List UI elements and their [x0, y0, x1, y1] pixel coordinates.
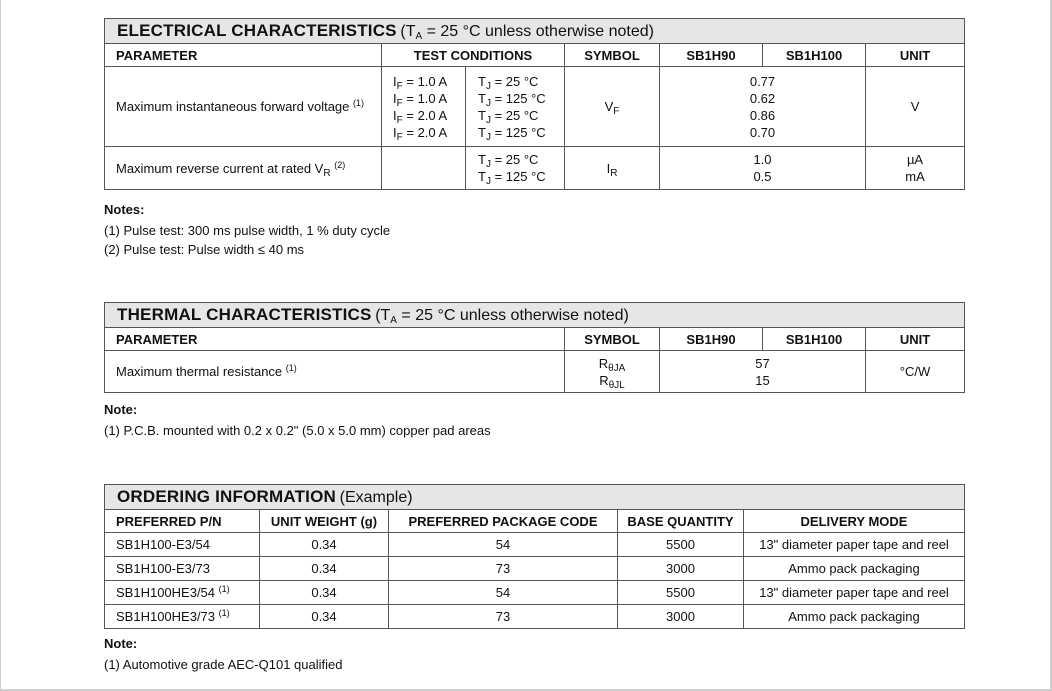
col-sb1h90: SB1H90: [660, 328, 763, 351]
if-empty: [382, 147, 466, 189]
ordering-title-bar: [105, 485, 965, 510]
table-row: [105, 351, 965, 393]
cell-weight: 0.34: [260, 557, 389, 581]
cell-weight: 0.34: [260, 533, 389, 557]
unit-cw: °C/W: [866, 351, 965, 393]
col-symbol: SYMBOL: [565, 44, 660, 67]
note-item: (1) Pulse test: 300 ms pulse width, 1 % duty cycle: [104, 223, 391, 238]
col-preferred-pn: PREFERRED P/N: [105, 510, 260, 533]
note-item: (1) P.C.B. mounted with 0.2 x 0.2" (5.0 x 5.0 mm) copper pad areas: [104, 423, 491, 438]
cell-code: 54: [389, 581, 618, 605]
col-unit: UNIT: [866, 328, 965, 351]
unit-v: V: [866, 67, 965, 147]
cell-pn: SB1H100HE3/73 $^{(1)}$: [105, 605, 260, 629]
test-conditions-cell: [382, 147, 565, 190]
table-row: [105, 557, 965, 581]
cell-code: 54: [389, 533, 618, 557]
cell-mode: 13" diameter paper tape and reel: [744, 581, 965, 605]
notes-title: Note:: [104, 402, 138, 417]
cell-qty: 3000: [618, 605, 744, 629]
col-unit: UNIT: [866, 44, 965, 67]
col-symbol: SYMBOL: [565, 328, 660, 351]
cell-weight: 0.34: [260, 581, 389, 605]
cell-code: 73: [389, 557, 618, 581]
col-parameter: PARAMETER: [105, 328, 565, 351]
electrical-title: ELECTRICAL CHARACTERISTICS: [117, 21, 397, 40]
ordering-information-table: [104, 484, 965, 629]
note-item: (1) Automotive grade AEC-Q101 qualified: [104, 657, 343, 672]
thermal-title: THERMAL CHARACTERISTICS: [117, 305, 372, 324]
table-row: [105, 581, 965, 605]
col-parameter: PARAMETER: [105, 44, 382, 67]
col-sb1h100: SB1H100: [763, 44, 866, 67]
electrical-characteristics-table: [104, 18, 965, 190]
table-row: [105, 533, 965, 557]
tj-conditions: $T_J = 25$ °C $T_J = 125$ °C: [478, 152, 546, 187]
test-conditions-cell: [382, 67, 565, 147]
table-row: [105, 67, 965, 147]
unit-ir: µA mA: [866, 147, 965, 190]
cell-qty: 3000: [618, 557, 744, 581]
thermal-symbols: $R_{\theta JA}$ $R_{\theta JL}$: [565, 351, 660, 393]
col-sb1h90: SB1H90: [660, 44, 763, 67]
thermal-title-bar: [105, 303, 965, 328]
col-delivery-mode: DELIVERY MODE: [744, 510, 965, 533]
page-border-left: [0, 0, 1, 691]
thermal-characteristics-table: [104, 302, 965, 393]
param-reverse-current: Maximum reverse current at rated $V_R$ $^{(2)}$: [105, 147, 382, 190]
symbol-vf: $V_F$: [565, 67, 660, 147]
cell-pn: SB1H100HE3/54 $^{(1)}$: [105, 581, 260, 605]
ordering-title: ORDERING INFORMATION: [117, 487, 337, 506]
col-base-quantity: BASE QUANTITY: [618, 510, 744, 533]
cell-pn: SB1H100-E3/54: [105, 533, 260, 557]
notes-title: Notes:: [104, 202, 145, 217]
table-row: [105, 147, 965, 190]
cell-qty: 5500: [618, 581, 744, 605]
ir-values: 1.0 0.5: [660, 147, 866, 190]
symbol-ir: $I_R$: [565, 147, 660, 190]
table-row: [105, 605, 965, 629]
param-thermal-resistance: Maximum thermal resistance $^{(1)}$: [105, 351, 565, 393]
cell-mode: Ammo pack packaging: [744, 605, 965, 629]
param-forward-voltage: Maximum instantaneous forward voltage $^{(1)}$: [105, 67, 382, 147]
cell-qty: 5500: [618, 533, 744, 557]
thermal-values: 57 15: [660, 351, 866, 393]
col-sb1h100: SB1H100: [763, 328, 866, 351]
thermal-condition: ($T_A = 25$ °C unless otherwise noted): [375, 307, 629, 326]
col-unit-weight: UNIT WEIGHT (g): [260, 510, 389, 533]
ordering-subtitle: (Example): [339, 489, 413, 506]
col-package-code: PREFERRED PACKAGE CODE: [389, 510, 618, 533]
if-conditions: $I_F = 1.0$ A $I_F = 1.0$ A $I_F = 2.0$ A $I_F = 2.0$ A: [382, 67, 466, 146]
tj-conditions: $T_J = 25$ °C $T_J = 125$ °C $T_J = 25$ °C $T_J = 125$ °C: [478, 73, 546, 143]
cell-mode: 13" diameter paper tape and reel: [744, 533, 965, 557]
electrical-title-bar: [105, 19, 965, 44]
cell-mode: Ammo pack packaging: [744, 557, 965, 581]
cell-pn: SB1H100-E3/73: [105, 557, 260, 581]
vf-values: 0.77 0.62 0.86 0.70: [660, 67, 866, 147]
cell-weight: 0.34: [260, 605, 389, 629]
col-test-conditions: TEST CONDITIONS: [382, 44, 565, 67]
electrical-condition: ($T_A = 25$ °C unless otherwise noted): [400, 23, 654, 42]
note-item: (2) Pulse test: Pulse width ≤ 40 ms: [104, 242, 305, 257]
notes-title: Note:: [104, 636, 138, 651]
cell-code: 73: [389, 605, 618, 629]
